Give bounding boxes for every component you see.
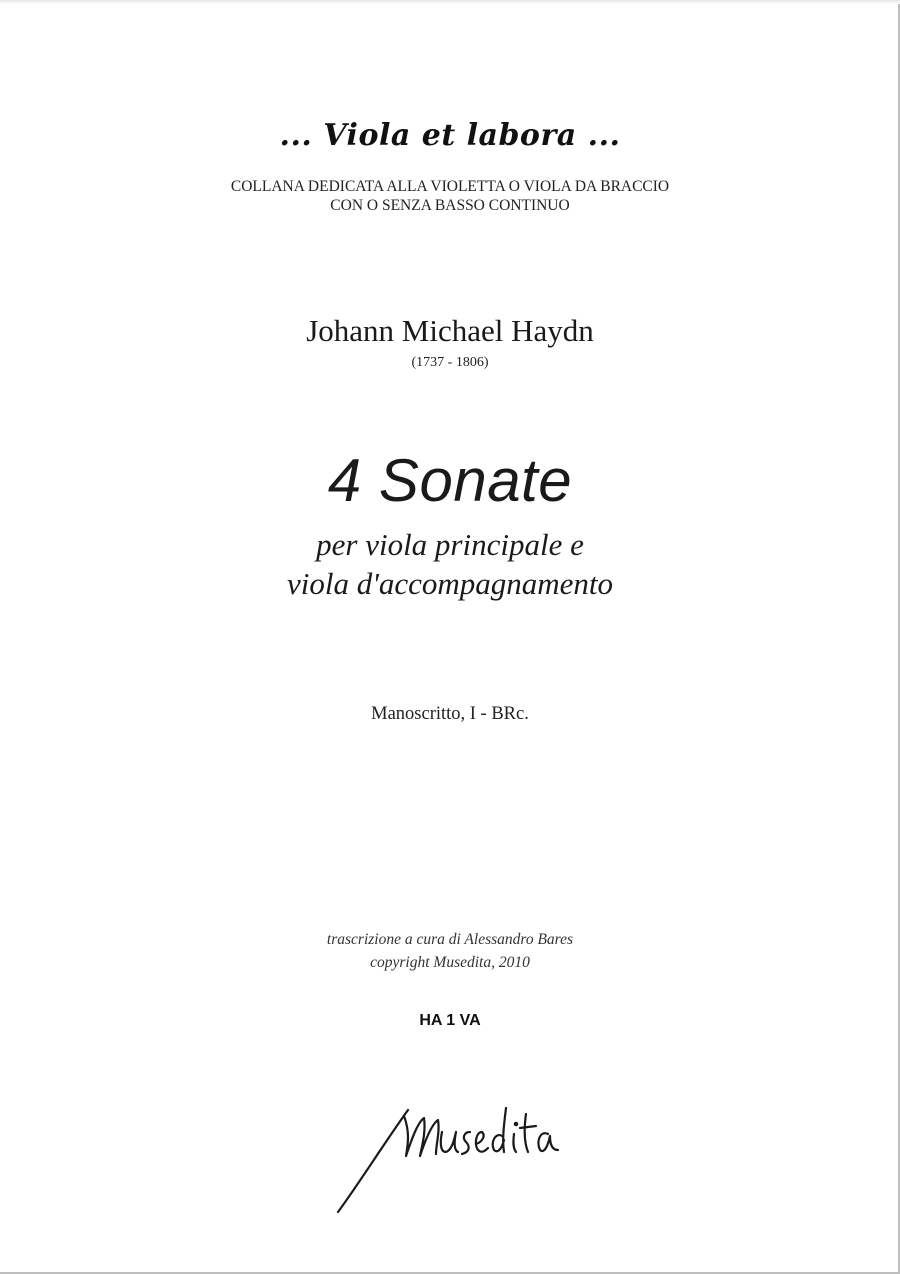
musedita-signature-logo (330, 1072, 570, 1222)
work-subtitle-line2: viola d'accompagnamento (286, 566, 614, 601)
copyright-notice: copyright Musedita, 2010 (370, 954, 530, 971)
series-subtitle-line2: CON O SENZA BASSO CONTINUO (330, 197, 570, 214)
composer-name: Johann Michael Haydn (306, 313, 594, 348)
manuscript-source: Manoscritto, I - BRc. (371, 704, 529, 724)
work-subtitle-line1: per viola principale e (316, 527, 584, 562)
transcription-credit: trascrizione a cura di Alessandro Bares (326, 931, 574, 948)
work-title: 4 Sonate (327, 447, 573, 514)
series-subtitle-line1: COLLANA DEDICATA ALLA VIOLETTA O VIOLA DA BRACCIO (230, 178, 670, 195)
composer-dates: (1737 - 1806) (411, 355, 489, 370)
page-top-edge (0, 0, 900, 4)
catalog-number: HA 1 VA (419, 1012, 481, 1029)
series-title: ... Viola et labora ... (279, 118, 621, 153)
